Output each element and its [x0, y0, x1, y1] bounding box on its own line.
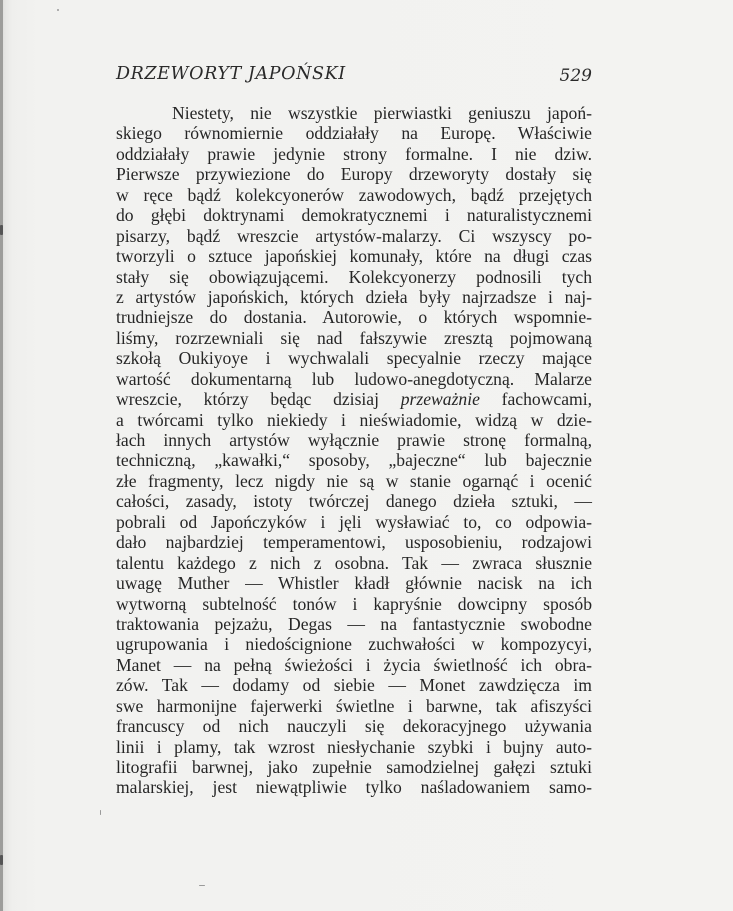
text-line: francuscy od nich nauczyli się dekoracyjnego używania: [116, 716, 592, 737]
text-line: złe fragmenty, lecz nigdy nie są w stanie ogarnąć i ocenić: [116, 470, 592, 491]
text-line-with-emphasis: [116, 389, 592, 409]
text-line: pobrali od Japończyków i jęli wysławiać to, co odpowia-: [116, 511, 592, 532]
text-line: litografii barwnej, jako zupełnie samodzielnej gałęzi sztuki: [116, 757, 592, 777]
text-line: łach innych artystów wyłącznie prawie stronę formalną,: [116, 430, 592, 450]
text-fragment: fachowcami,: [479, 389, 592, 410]
scan-speck: [0, 225, 3, 235]
text-line: skiego równomiernie oddziałały na Europę. Właściwie: [116, 123, 592, 144]
text-line: pisarzy, bądź wreszcie artystów-malarzy. Ci wszyscy po-: [116, 225, 592, 246]
text-line: traktowania pejzażu, Degas — na fantastycznie swobodne: [116, 613, 592, 634]
text-line: Niestety, nie wszystkie pierwiastki geniuszu japoń-: [172, 103, 592, 123]
text-line: Manet — na pełną świeżości i życia świetlność ich obra-: [116, 654, 592, 675]
scan-speck: [100, 810, 101, 815]
text-line: w ręce bądź kolekcyonerów zawodowych, bądź przejętych: [116, 184, 592, 205]
text-line: z artystów japońskich, których dzieła były najrzadsze i naj-: [116, 286, 592, 307]
text-line: wartość dokumentarną lub ludowo-anegdotyczną. Malarze: [116, 368, 592, 389]
text-line: ugrupowania i niedoścignione zuchwałości w kompozycyi,: [116, 634, 592, 655]
text-line: stały się obowiązującemi. Kolekcyonerzy podnosili tych: [116, 266, 592, 287]
emphasized-word: przeważnie: [400, 389, 480, 410]
text-line: talentu każdego z nich z osobna. Tak — zwraca słusznie: [116, 552, 592, 573]
text-line: dało najbardziej temperamentowi, usposobieniu, rodzajowi: [116, 532, 592, 553]
text-line: zów. Tak — dodamy od siebie — Monet zawdzięcza im: [116, 675, 592, 696]
page-binding-edge: [0, 0, 3, 911]
text-line: uwagę Muther — Whistler kładł głównie nacisk na ich: [116, 573, 592, 594]
body-paragraph: [116, 103, 592, 798]
running-head-title: DRZEWORYT JAPOŃSKI: [116, 64, 346, 84]
text-line: do głębi doktrynami demokratycznemi i naturalistycznemi: [116, 205, 592, 226]
text-line: a twórcami tylko niekiedy i nieświadomie, widzą w dzie-: [116, 409, 592, 430]
text-line: wytworną subtelność tonów i kapryśnie dowcipny sposób: [116, 593, 592, 614]
text-line: całości, zasady, istoty twórczej danego dzieła sztuki, —: [116, 491, 592, 512]
text-line: tworzyli o sztuce japońskiej komunały, które na długi czas: [116, 246, 592, 267]
text-line: trudniejsze do dostania. Autorowie, o których wspomnie-: [116, 307, 592, 328]
text-line: Pierwsze przywiezione do Europy drzeworyty dostały się: [116, 164, 592, 185]
text-fragment: wreszcie, którzy będąc dzisiaj: [116, 389, 401, 410]
running-head: [116, 64, 592, 90]
text-line: szkołą Oukiyoye i wychwalali specyalnie rzeczy mające: [116, 348, 592, 369]
text-line: linii i plamy, tak wzrost niesłychanie szybki i bujny auto-: [116, 736, 592, 757]
text-line: malarskiej, jest niewątpliwie tylko naśladowaniem samo-: [116, 777, 592, 798]
text-line: swe harmonijne fajerwerki świetlne i barwne, tak afiszyści: [116, 695, 592, 716]
scan-speck: [0, 855, 3, 865]
scan-speck: [199, 885, 205, 886]
text-line: liśmy, rozrzewniali się nad fałszywie zresztą pojmowaną: [116, 327, 592, 348]
text-line: techniczną, „kawałki,“ sposoby, „bajeczne“ lub bajecznie: [116, 450, 592, 471]
text-line: oddziałały prawie jedynie strony formalne. I nie dziw.: [116, 143, 592, 164]
scan-speck: [57, 9, 59, 11]
page-number: 529: [559, 66, 592, 86]
